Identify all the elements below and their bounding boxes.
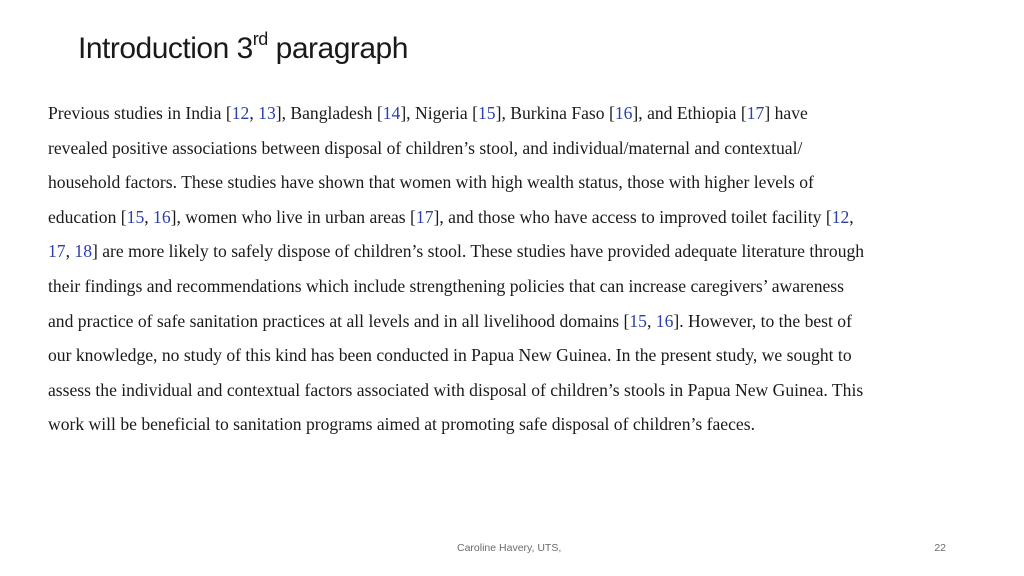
paragraph-line [48,304,988,339]
paragraph-text: , [249,103,259,123]
paragraph-text: ], Burkina Faso [ [495,103,615,123]
paragraph-text: ] are more likely to safely dispose of children’s stool. These studies have provided adequate literature through [91,241,865,262]
paragraph-text: our knowledge, no study of this kind has been conducted in Papua New Guinea. In the present study, we sought to [48,345,852,366]
title-text: Introduction 3 [78,32,253,65]
paragraph-line [48,373,988,408]
citation-link[interactable]: 15 [478,103,496,123]
citation-link[interactable]: 13 [258,103,276,123]
paragraph-text: education [ [48,206,127,227]
paragraph-text: ] have [764,103,808,123]
paragraph-line [48,131,988,166]
paragraph-text: ], Nigeria [ [400,103,478,123]
title-superscript: rd [252,29,268,49]
body-paragraph [48,96,988,442]
paragraph-line [48,96,988,131]
citation-link[interactable]: 17 [415,206,434,227]
paragraph-text: , [849,206,854,227]
title-text-suffix: paragraph [267,32,408,65]
paragraph-line [48,165,988,200]
paragraph-text: and practice of safe sanitation practices at all levels and in all livelihood domains [ [48,310,630,331]
page-number: 22 [934,542,946,554]
citation-link[interactable]: 17 [48,241,66,262]
paragraph-line [48,269,988,304]
footer-text: Caroline Havery, UTS, [457,542,562,554]
citation-link[interactable]: 16 [614,103,633,123]
slide-title [78,29,408,66]
paragraph-line [48,407,988,442]
paragraph-text: ], and Ethiopia [ [632,103,747,123]
paragraph-line [48,234,988,269]
paragraph-line [48,338,988,373]
citation-link[interactable]: 15 [126,206,145,227]
paragraph-text: , [144,206,154,227]
citation-link[interactable]: 12 [831,206,850,227]
paragraph-text: work will be beneficial to sanitation programs aimed at promoting safe disposal of children’s faeces. [48,414,755,435]
paragraph-text: ], Bangladesh [ [275,103,383,123]
paragraph-text: ]. However, to the best of [673,310,852,331]
paragraph-text: , [646,310,656,331]
citation-link[interactable]: 15 [629,310,647,331]
citation-link[interactable]: 17 [746,103,765,123]
paragraph-text: ], women who live in urban areas [ [170,206,416,227]
paragraph-text: , [65,241,75,262]
citation-link[interactable]: 14 [382,103,401,123]
citation-link[interactable]: 12 [231,103,250,123]
paragraph-text: revealed positive associations between disposal of children’s stool, and individual/maternal and contextual/ [48,137,803,158]
citation-link[interactable]: 18 [74,241,92,262]
paragraph-text: their findings and recommendations which include strengthening policies that can increase caregivers’ awareness [48,275,844,296]
paragraph-text: assess the individual and contextual factors associated with disposal of children’s stools in Papua New Guinea. This [48,379,864,400]
paragraph-text: ], and those who have access to improved toilet facility [ [433,206,832,227]
citation-link[interactable]: 16 [655,310,674,331]
paragraph-text: Previous studies in India [ [48,103,232,123]
paragraph-text: household factors. These studies have shown that women with high wealth status, those with higher levels of [48,172,814,193]
citation-link[interactable]: 16 [153,206,171,227]
paragraph-line [48,200,988,235]
